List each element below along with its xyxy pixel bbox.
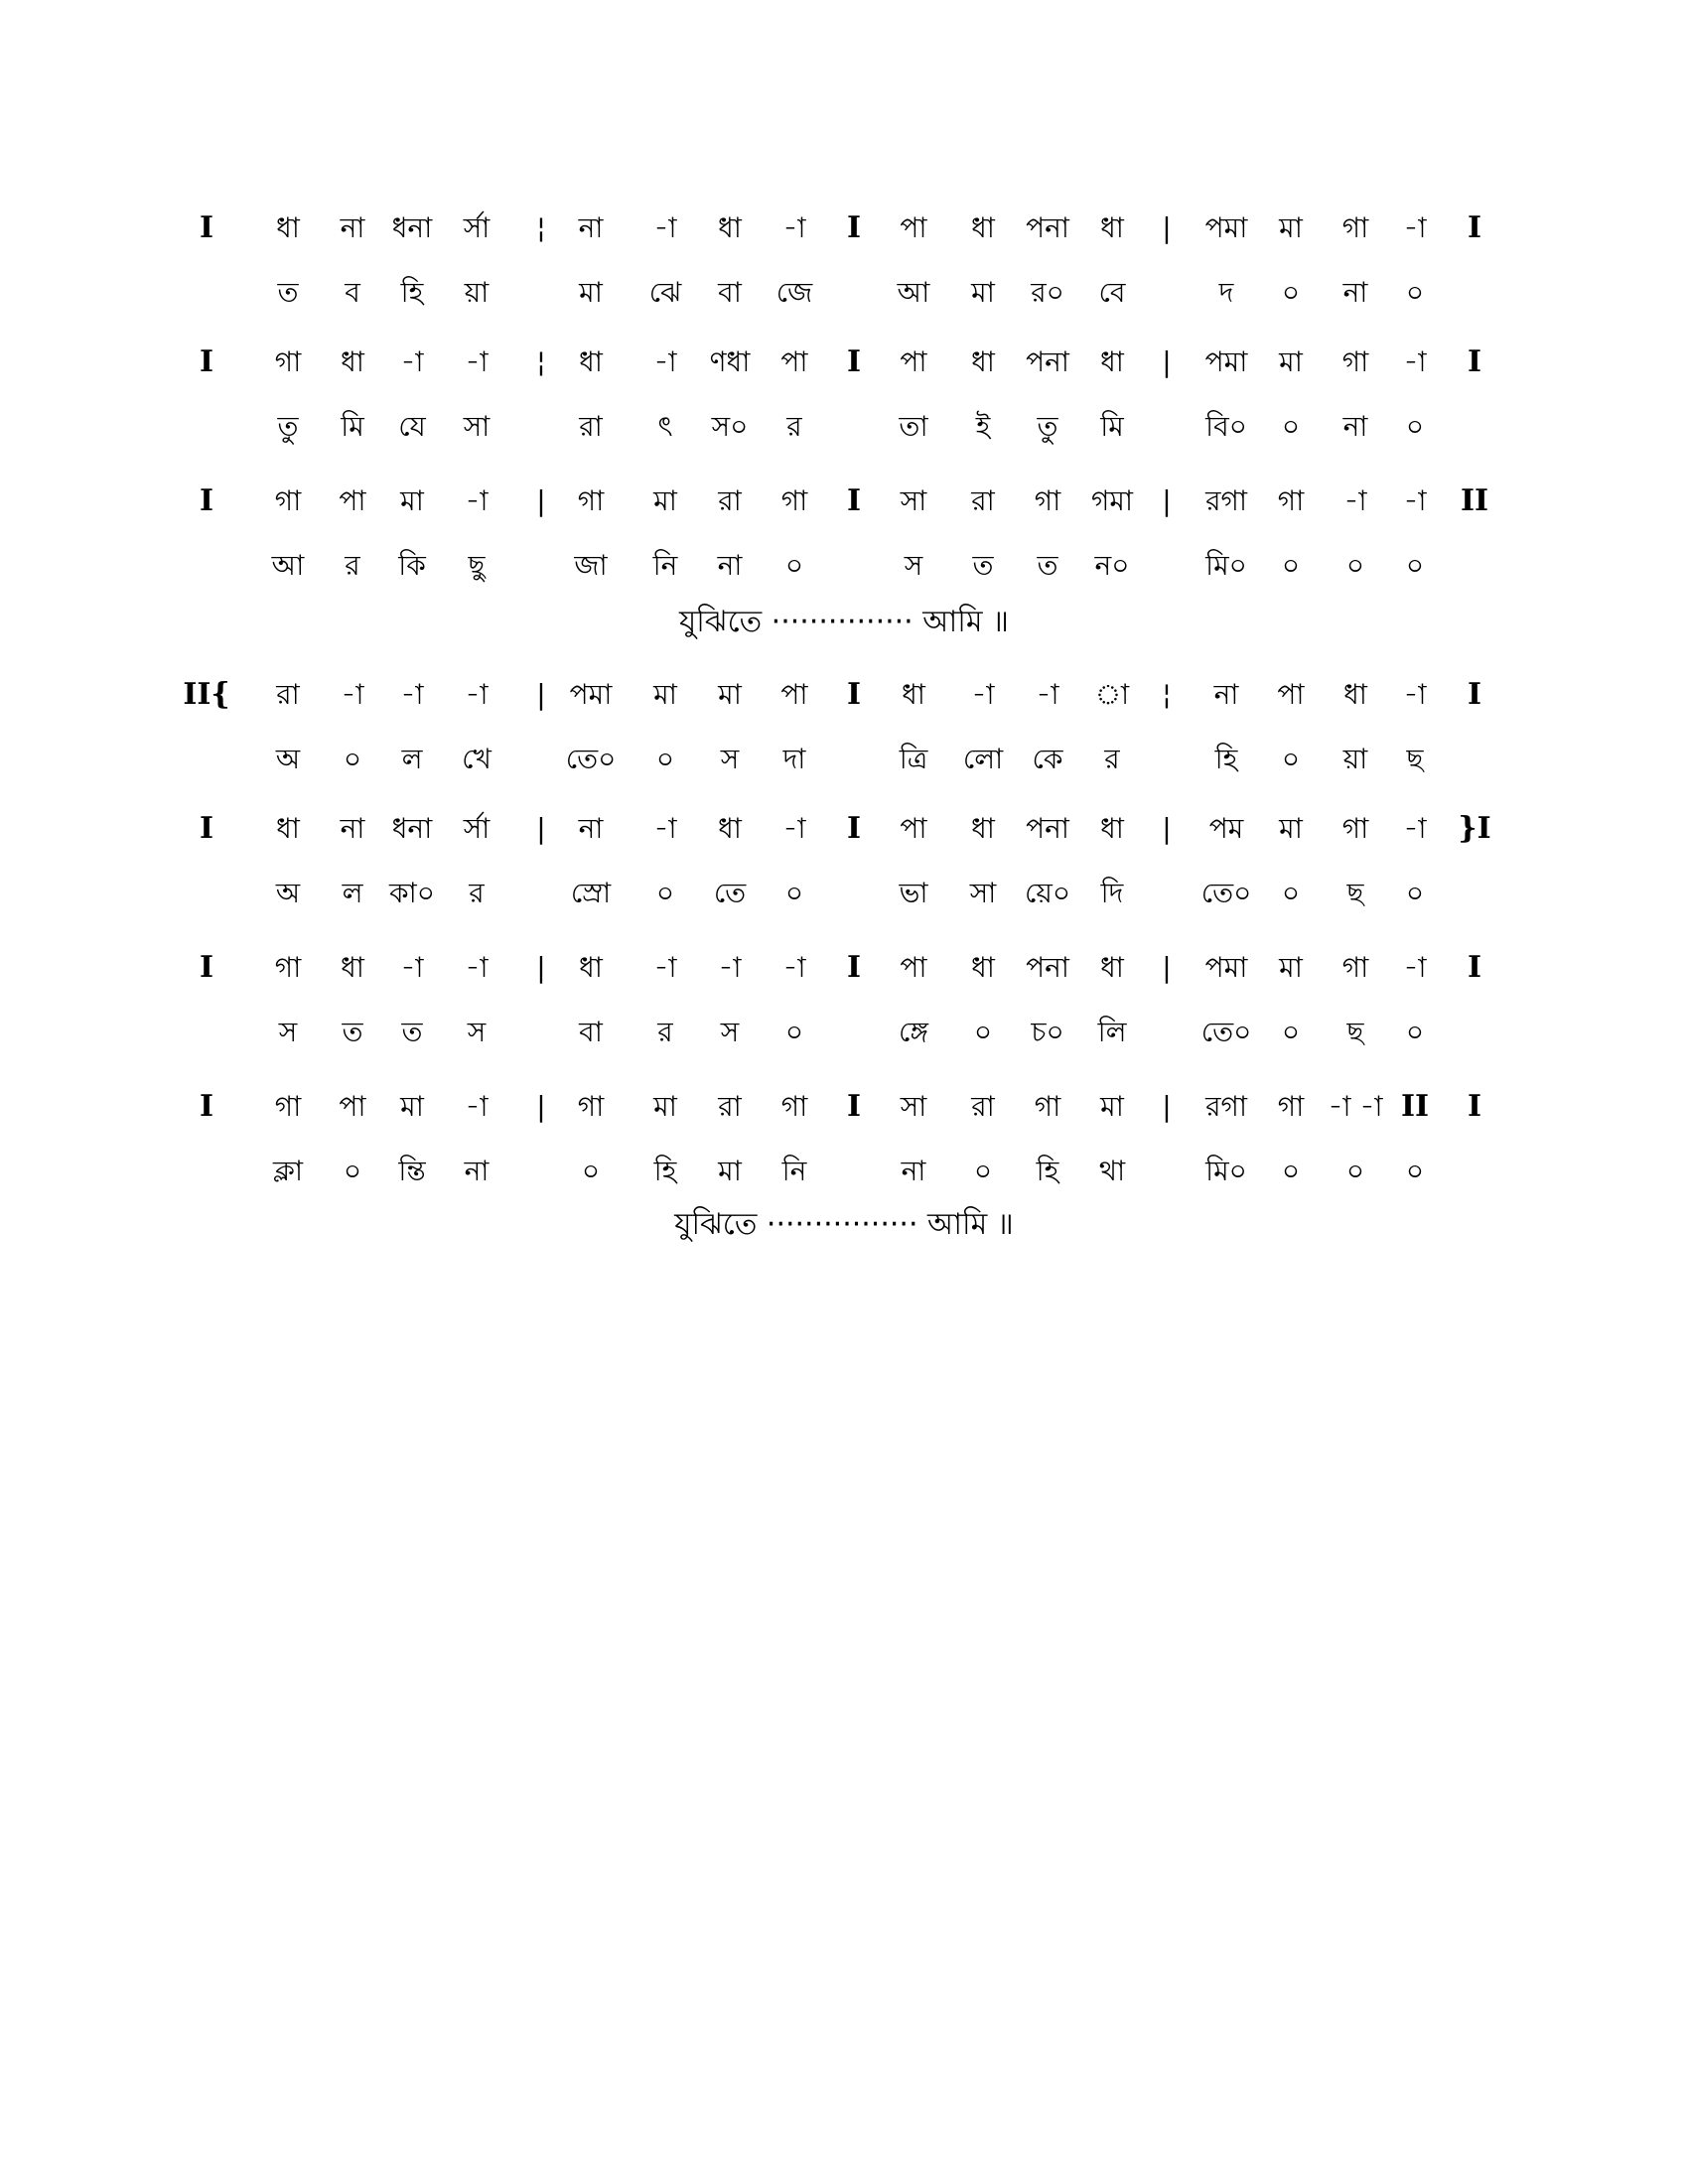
note-syllable: া [1094, 678, 1130, 711]
note-syllable: মা [1279, 812, 1303, 845]
lyric-syllable: বে [1098, 276, 1126, 309]
lyric-syllable: ত [277, 276, 299, 309]
lyric-syllable: স০ [711, 410, 749, 443]
lyric-syllable: র [786, 410, 802, 443]
lyric-syllable: তে [713, 877, 747, 909]
lyric-syllable: ত [342, 1016, 363, 1048]
lyric-syllable: যে [398, 410, 426, 443]
lyric-syllable: ০ [581, 1155, 601, 1187]
lyric-syllable: তে০ [1200, 1016, 1252, 1048]
lyric-syllable: মি [1100, 410, 1124, 443]
lyric-syllable: কে [1032, 743, 1063, 775]
lyric-syllable: ০ [1281, 743, 1301, 775]
lyric-syllable: ছ [1346, 1016, 1364, 1048]
note-syllable: ধা [971, 211, 995, 244]
note-syllable: মা [1100, 1090, 1124, 1123]
lyric-syllable: র [657, 1016, 673, 1048]
note-syllable: গা [274, 1090, 302, 1123]
lyric-syllable: না [901, 1155, 926, 1187]
lyric-syllable: সা [463, 410, 491, 443]
note-syllable: -া [1343, 484, 1367, 517]
note-syllable: পনা [1026, 345, 1069, 378]
lyric-syllable: ল [401, 743, 423, 775]
notes-row [199, 481, 1489, 521]
note-syllable: ধা [718, 211, 742, 244]
note-syllable: ধা [1100, 951, 1124, 984]
lyric-syllable: ০ [1281, 549, 1301, 582]
refrain-line-2: যুঝিতে ················ আমি ॥ [674, 1207, 1014, 1242]
lyric-syllable: হি [400, 276, 424, 309]
note-syllable: মা [400, 1090, 424, 1123]
note-syllable: পম [1208, 812, 1244, 845]
note-syllable: গা [1341, 211, 1369, 244]
lyric-syllable: ভা [899, 877, 928, 909]
note-syllable: গা [1277, 484, 1305, 517]
note-syllable: গা [1341, 951, 1369, 984]
note-syllable: -া [782, 951, 806, 984]
note-syllable: গা [577, 484, 605, 517]
note-syllable: গা [1277, 1090, 1305, 1123]
note-syllable: পনা [1026, 951, 1069, 984]
lyrics-row [199, 273, 1489, 313]
lyric-syllable: অ [275, 743, 301, 775]
lyric-syllable: বা [718, 276, 742, 309]
note-syllable: ধা [579, 951, 603, 984]
notes-row [183, 675, 1489, 715]
section-marker: I [846, 210, 862, 245]
bar-line: | [1162, 345, 1172, 378]
section-marker: I [1467, 1089, 1482, 1124]
bar-line: | [1162, 812, 1172, 845]
note-syllable: না [578, 812, 604, 845]
note-syllable: গা [274, 484, 302, 517]
section-marker: I [1467, 210, 1482, 245]
lyric-syllable: হি [1036, 1155, 1059, 1187]
note-syllable: গা [1034, 1090, 1061, 1123]
note-syllable: গা [1341, 812, 1369, 845]
lyric-syllable: অ [275, 877, 301, 909]
lyric-syllable: কা০ [389, 877, 435, 909]
note-syllable: মা [1279, 345, 1303, 378]
lyric-syllable: স [720, 743, 740, 775]
lyrics-row [199, 546, 1489, 586]
bar-line: | [536, 678, 546, 711]
note-syllable: ধা [1100, 211, 1124, 244]
section-marker: I [846, 950, 862, 985]
bar-line: | [1162, 951, 1172, 984]
note-syllable: -া [653, 951, 677, 984]
lyric-syllable: মা [718, 1155, 742, 1187]
lyric-syllable: য়া [1342, 743, 1368, 775]
lyric-syllable: ০ [1405, 549, 1425, 582]
note-syllable: ধনা [391, 812, 433, 845]
note-syllable: পা [900, 345, 927, 378]
note-syllable: গমা [1090, 484, 1134, 517]
note-syllable: -া [465, 1090, 489, 1123]
note-syllable: না [340, 211, 365, 244]
lyric-syllable: য়ে০ [1024, 877, 1071, 909]
note-syllable: পমা [1204, 211, 1248, 244]
lyric-syllable: জা [574, 549, 608, 582]
lyric-syllable: র [345, 549, 360, 582]
section-marker: I [846, 1089, 862, 1124]
lyric-syllable: স [278, 1016, 298, 1048]
note-syllable: মা [1279, 211, 1303, 244]
section-marker: I [199, 483, 214, 518]
note-syllable: সা [900, 1090, 927, 1123]
lyric-syllable: ০ [1281, 1155, 1301, 1187]
refrain-line-1: যুঝিতে ··············· আমি ॥ [679, 605, 1009, 639]
lyric-syllable: ০ [1405, 1155, 1425, 1187]
lyric-syllable: য়া [464, 276, 490, 309]
lyrics-row [199, 407, 1489, 447]
section-marker: }I [1458, 811, 1491, 846]
bar-line: | [1162, 1090, 1172, 1123]
lyric-syllable: ০ [1405, 1016, 1425, 1048]
bar-line: ¦ [1162, 678, 1172, 711]
lyric-syllable: না [717, 549, 743, 582]
lyric-syllable: ০ [1281, 410, 1301, 443]
lyric-syllable: ক্লা [272, 1155, 304, 1187]
bar-line: | [536, 951, 546, 984]
section-marker: I [1467, 677, 1482, 712]
lyric-syllable: হি [653, 1155, 677, 1187]
note-syllable: ধা [971, 951, 995, 984]
note-syllable: -া [782, 211, 806, 244]
note-syllable: ধা [1100, 812, 1124, 845]
section-marker: I [846, 677, 862, 712]
notes-row [199, 208, 1489, 248]
lyric-syllable: ০ [1405, 877, 1425, 909]
note-syllable: পমা [1204, 345, 1248, 378]
bar-line: | [1162, 484, 1172, 517]
note-syllable: ধা [718, 812, 742, 845]
lyric-syllable: জে [775, 276, 813, 309]
lyric-syllable: দ [1218, 276, 1234, 309]
note-syllable: ধা [341, 951, 364, 984]
lyric-syllable: ঙ্গে [899, 1016, 928, 1048]
lyric-syllable: ০ [655, 877, 675, 909]
note-syllable: পনা [1026, 812, 1069, 845]
lyric-syllable: তে০ [565, 743, 617, 775]
lyric-syllable: ন্তি [398, 1155, 426, 1187]
lyric-syllable: ০ [343, 743, 362, 775]
lyric-syllable: ০ [784, 1016, 804, 1048]
note-syllable: -া -া [1328, 1090, 1383, 1123]
lyric-syllable: ই [975, 410, 991, 443]
notes-row [199, 948, 1489, 988]
note-syllable: ধা [1343, 678, 1367, 711]
note-syllable: গা [274, 951, 302, 984]
note-syllable: গা [274, 345, 302, 378]
note-syllable: মা [653, 484, 677, 517]
lyric-syllable: মা [971, 276, 995, 309]
lyric-syllable: ত [1037, 549, 1058, 582]
note-syllable: -া [465, 678, 489, 711]
lyric-syllable: বি০ [1205, 410, 1247, 443]
lyric-syllable: দি [1100, 877, 1124, 909]
section-marker: I [846, 811, 862, 846]
note-syllable: -া [400, 678, 424, 711]
lyric-syllable: না [1342, 410, 1368, 443]
lyric-syllable: ০ [1345, 1155, 1365, 1187]
lyric-syllable: সা [969, 877, 997, 909]
section-marker: I [846, 344, 862, 379]
note-syllable: সা [900, 484, 927, 517]
note-syllable: পা [780, 345, 808, 378]
note-syllable: -া [653, 345, 677, 378]
note-syllable: রা [718, 1090, 742, 1123]
note-syllable: -া [400, 951, 424, 984]
section-marker: I [846, 483, 862, 518]
note-syllable: রা [971, 1090, 995, 1123]
lyric-syllable: মি [341, 410, 364, 443]
note-syllable: -া [1403, 484, 1427, 517]
note-syllable: গা [1034, 484, 1061, 517]
note-syllable: ধা [902, 678, 925, 711]
section-marker: II [1400, 1089, 1430, 1124]
section-marker: I [1467, 344, 1482, 379]
note-syllable: পা [1277, 678, 1305, 711]
lyric-syllable: মা [579, 276, 603, 309]
note-syllable: ধা [971, 345, 995, 378]
lyric-syllable: না [1342, 276, 1368, 309]
bar-line: ¦ [536, 211, 546, 244]
note-syllable: রা [276, 678, 300, 711]
lyric-syllable: রা [579, 410, 603, 443]
lyric-syllable: ঝে [648, 276, 682, 309]
note-syllable: -া [465, 345, 489, 378]
lyric-syllable: ০ [655, 743, 675, 775]
lyric-syllable: ০ [973, 1016, 993, 1048]
lyric-syllable: স [904, 549, 923, 582]
note-syllable: ধা [971, 812, 995, 845]
note-syllable: -া [400, 345, 424, 378]
lyric-syllable: ০ [343, 1155, 362, 1187]
note-syllable: পা [780, 678, 808, 711]
lyric-syllable: র [469, 877, 485, 909]
note-syllable: পমা [1204, 951, 1248, 984]
lyric-syllable: স [467, 1016, 487, 1048]
section-marker: I [199, 210, 214, 245]
lyrics-row [199, 1152, 1489, 1191]
lyric-syllable: ন০ [1094, 549, 1130, 582]
note-syllable: মা [718, 678, 742, 711]
note-syllable: রগা [1205, 1090, 1247, 1123]
lyric-syllable: ছ [1406, 743, 1424, 775]
lyric-syllable: র০ [1031, 276, 1064, 309]
lyric-syllable: তা [899, 410, 928, 443]
note-syllable: -া [1403, 951, 1427, 984]
section-marker: II{ [183, 677, 230, 712]
lyric-syllable: নি [652, 549, 678, 582]
lyric-syllable: আ [271, 549, 305, 582]
lyric-syllable: তু [1037, 410, 1058, 443]
lyric-syllable: আ [897, 276, 930, 309]
note-syllable: না [578, 211, 604, 244]
note-syllable: ধা [579, 345, 603, 378]
note-syllable: -া [465, 951, 489, 984]
note-syllable: গা [780, 484, 808, 517]
lyric-syllable: দা [782, 743, 806, 775]
note-syllable: র্সা [463, 812, 491, 845]
note-syllable: ধনা [391, 211, 433, 244]
note-syllable: পা [900, 812, 927, 845]
note-syllable: মা [1279, 951, 1303, 984]
lyric-syllable: ছ [1346, 877, 1364, 909]
bar-line: | [536, 812, 546, 845]
lyric-syllable: ত [401, 1016, 423, 1048]
lyric-syllable: চ০ [1031, 1016, 1064, 1048]
section-marker: I [199, 950, 214, 985]
note-syllable: ধা [1100, 345, 1124, 378]
note-syllable: ধা [341, 345, 364, 378]
lyric-syllable: ব [345, 276, 360, 309]
lyric-syllable: ০ [1345, 549, 1365, 582]
note-syllable: -া [1036, 678, 1059, 711]
note-syllable: পমা [569, 678, 613, 711]
lyric-syllable: স [720, 1016, 740, 1048]
section-marker: II [1460, 483, 1489, 518]
lyric-syllable: না [464, 1155, 490, 1187]
note-syllable: ধা [276, 211, 300, 244]
lyric-syllable: ০ [1281, 1016, 1301, 1048]
note-syllable: -া [653, 812, 677, 845]
note-syllable: মা [653, 1090, 677, 1123]
note-syllable: পা [900, 211, 927, 244]
notes-row [199, 809, 1489, 849]
lyric-syllable: ০ [1405, 276, 1425, 309]
lyric-syllable: তু [277, 410, 299, 443]
section-marker: I [199, 811, 214, 846]
note-syllable: রা [718, 484, 742, 517]
note-syllable: রা [971, 484, 995, 517]
note-syllable: ধা [276, 812, 300, 845]
lyrics-row [199, 740, 1489, 779]
lyric-syllable: তে০ [1200, 877, 1252, 909]
lyric-syllable: স্রো [570, 877, 612, 909]
notes-row [199, 342, 1489, 382]
lyric-syllable: মি০ [1205, 1155, 1247, 1187]
note-syllable: না [1213, 678, 1239, 711]
note-syllable: গা [780, 1090, 808, 1123]
lyric-syllable: মি০ [1205, 549, 1247, 582]
note-syllable: রগা [1205, 484, 1247, 517]
lyric-syllable: ০ [784, 549, 804, 582]
lyric-syllable: ০ [1281, 276, 1301, 309]
note-syllable: -া [341, 678, 364, 711]
note-syllable: ণধা [709, 345, 751, 378]
lyrics-row [199, 1013, 1489, 1052]
lyric-syllable: ছু [468, 549, 486, 582]
lyric-syllable: ০ [973, 1155, 993, 1187]
section-marker: I [199, 344, 214, 379]
lyric-syllable: খে [462, 743, 492, 775]
lyric-syllable: ত [972, 549, 994, 582]
lyric-syllable: ০ [784, 877, 804, 909]
note-syllable: -া [1403, 812, 1427, 845]
section-marker: I [199, 1089, 214, 1124]
lyric-syllable: বা [579, 1016, 603, 1048]
lyric-syllable: ০ [1281, 877, 1301, 909]
note-syllable: গা [1341, 345, 1369, 378]
note-syllable: -া [1403, 345, 1427, 378]
note-syllable: র্সা [463, 211, 491, 244]
note-syllable: পা [900, 951, 927, 984]
lyric-syllable: হি [1214, 743, 1238, 775]
note-syllable: -া [718, 951, 742, 984]
lyric-syllable: লি [1097, 1016, 1127, 1048]
lyric-syllable: ল [342, 877, 363, 909]
lyric-syllable: ত্রি [899, 743, 928, 775]
lyric-syllable: ০ [1405, 410, 1425, 443]
note-syllable: মা [653, 678, 677, 711]
notes-row [199, 1087, 1489, 1127]
bar-line: ¦ [536, 345, 546, 378]
note-syllable: -া [653, 211, 677, 244]
note-syllable: পা [339, 1090, 366, 1123]
lyric-syllable: র [1104, 743, 1120, 775]
section-marker: I [1467, 950, 1482, 985]
note-syllable: পা [339, 484, 366, 517]
lyric-syllable: নি [781, 1155, 807, 1187]
note-syllable: -া [971, 678, 995, 711]
bar-line: | [536, 1090, 546, 1123]
note-syllable: -া [782, 812, 806, 845]
note-syllable: না [340, 812, 365, 845]
bar-line: | [1162, 211, 1172, 244]
lyric-syllable: লো [962, 743, 1004, 775]
lyric-syllable: ৎ [657, 410, 673, 443]
lyric-syllable: কি [398, 549, 426, 582]
note-syllable: -া [1403, 678, 1427, 711]
note-syllable: মা [400, 484, 424, 517]
lyrics-row [199, 874, 1489, 913]
note-syllable: -া [1403, 211, 1427, 244]
lyric-syllable: থা [1098, 1155, 1126, 1187]
note-syllable: -া [465, 484, 489, 517]
note-syllable: পনা [1026, 211, 1069, 244]
bar-line: | [536, 484, 546, 517]
note-syllable: গা [577, 1090, 605, 1123]
